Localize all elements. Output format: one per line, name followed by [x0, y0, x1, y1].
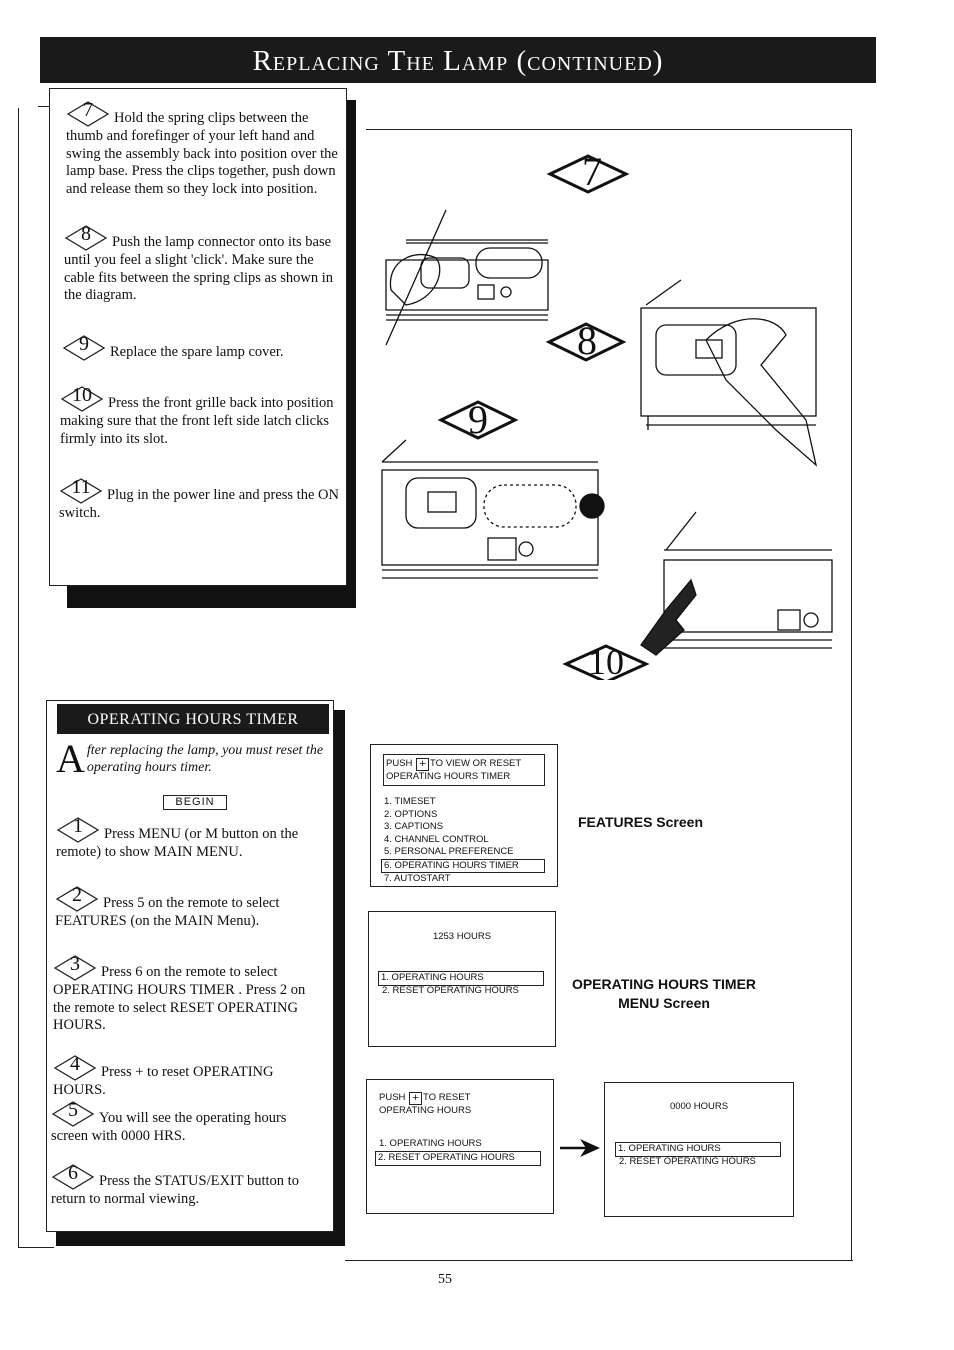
- timer-step-1: 1 Press MENU (or M button on the remote) to show MAIN MENU.: [56, 815, 299, 860]
- timer-menu-screen: [368, 911, 556, 1047]
- result-item-1-selected: 1. OPERATING HOURS: [615, 1142, 781, 1157]
- features-screen-label: FEATURES Screen: [578, 814, 703, 830]
- timer-step-6: 6 Press the STATUS/EXIT button to return to normal viewing.: [51, 1162, 299, 1207]
- lamp-step-8: 8 Push the lamp connector onto its base until you feel a slight 'click'. Make sure the cable fits between the spring clips as shown in the diagram.: [64, 223, 333, 303]
- timer-menu-screen-label: OPERATING HOURS TIMER MENU Screen: [571, 976, 757, 1011]
- features-item-2: 2. OPTIONS: [384, 808, 438, 820]
- outer-frame-bottom: [18, 1247, 54, 1248]
- timer-step-4: 4 Press + to reset OPERATING HOURS.: [53, 1053, 274, 1098]
- diagram-label-9: 9: [468, 397, 488, 442]
- begin-label: BEGIN: [163, 795, 227, 810]
- result-screen: [604, 1082, 794, 1217]
- timer-section-heading: OPERATING HOURS TIMER: [57, 704, 329, 734]
- features-item-4: 4. CHANNEL CONTROL: [384, 833, 489, 845]
- outer-frame-left: [18, 108, 19, 1248]
- timer-step-3: 3 Press 6 on the remote to select OPERATING HOURS TIMER . Press 2 on the remote to select RESET OPERATING HOURS.: [53, 953, 306, 1033]
- features-item-7: 7. AUTOSTART: [384, 873, 451, 884]
- timer-step-6-diamond-icon: 6: [51, 1163, 95, 1191]
- reset-screen: PUSH + TO RESET OPERATING HOURS 1. OPERATING HOURS 2. RESET OPERATING HOURS: [366, 1079, 554, 1214]
- reset-item-2-selected: 2. RESET OPERATING HOURS: [375, 1151, 541, 1166]
- features-item-6-selected: 6. OPERATING HOURS TIMER: [381, 859, 545, 874]
- lamp-diagram: [366, 140, 846, 680]
- lamp-step-11: 11 Plug in the power line and press the ON switch.: [59, 476, 339, 521]
- timer-step-2: 2 Press 5 on the remote to select FEATURES (on the MAIN Menu).: [55, 884, 280, 929]
- diagram-top-line: [366, 129, 852, 130]
- step-10-diamond-icon: 10: [60, 385, 104, 413]
- timer-step-1-diamond-icon: 1: [56, 816, 100, 844]
- timer-step-3-diamond-icon: 3: [53, 954, 97, 982]
- features-screen: [370, 744, 558, 887]
- timer-menu-item-1-selected: 1. OPERATING HOURS: [378, 971, 544, 986]
- timer-menu-item-2: 2. RESET OPERATING HOURS: [382, 985, 519, 996]
- result-hours: 0000 HOURS: [669, 1101, 729, 1112]
- diagram-label-10: 10: [588, 642, 624, 682]
- lamp-step-7: 7 Hold the spring clips between the thumb and forefinger of your left hand and swing the assembly back into position over the lamp base. Press the clips together, push down and release them so they lock into position.: [66, 99, 338, 197]
- step-9-diamond-icon: 9: [62, 334, 106, 362]
- step-8-diamond-icon: 8: [64, 224, 108, 252]
- lamp-step-10: 10 Press the front grille back into position making sure that the front left side latch clicks firmly into its slot.: [60, 384, 334, 447]
- result-item-2: 2. RESET OPERATING HOURS: [619, 1156, 756, 1167]
- timer-step-5: 5 You will see the operating hours screen with 0000 HRS.: [51, 1099, 287, 1144]
- intro-dropcap: A: [56, 736, 85, 781]
- plus-icon: +: [416, 758, 429, 771]
- diagram-label-8: 8: [577, 318, 597, 363]
- reset-item-1: 1. OPERATING HOURS: [379, 1138, 482, 1149]
- timer-step-5-diamond-icon: 5: [51, 1100, 95, 1128]
- arrow-right-icon: [558, 1137, 602, 1159]
- features-screen-header: PUSH + TO VIEW OR RESET OPERATING HOURS TIMER: [383, 754, 545, 786]
- features-item-1: 1. TIMESET: [384, 796, 436, 807]
- step-11-diamond-icon: 11: [59, 477, 103, 505]
- outer-frame-right: [851, 130, 852, 1261]
- timer-step-4-diamond-icon: 4: [53, 1054, 97, 1082]
- plus-icon-2: +: [409, 1092, 422, 1105]
- diagram-label-7: 7: [582, 149, 602, 194]
- lamp-step-9: 9 Replace the spare lamp cover.: [62, 334, 342, 362]
- timer-step-2-diamond-icon: 2: [55, 885, 99, 913]
- outer-frame-bottom-right: [345, 1260, 853, 1261]
- timer-menu-hours: 1253 HOURS: [432, 931, 492, 942]
- features-item-5: 5. PERSONAL PREFERENCE: [384, 846, 514, 857]
- page-number: 55: [438, 1272, 452, 1287]
- page-title: Replacing The Lamp (continued): [40, 37, 876, 83]
- timer-intro: After replacing the lamp, you must reset the operating hours timer.: [56, 736, 324, 781]
- lamp-panel-ledge: [38, 106, 50, 107]
- step-7-diamond-icon: 7: [66, 100, 110, 128]
- features-item-3: 3. CAPTIONS: [384, 821, 444, 832]
